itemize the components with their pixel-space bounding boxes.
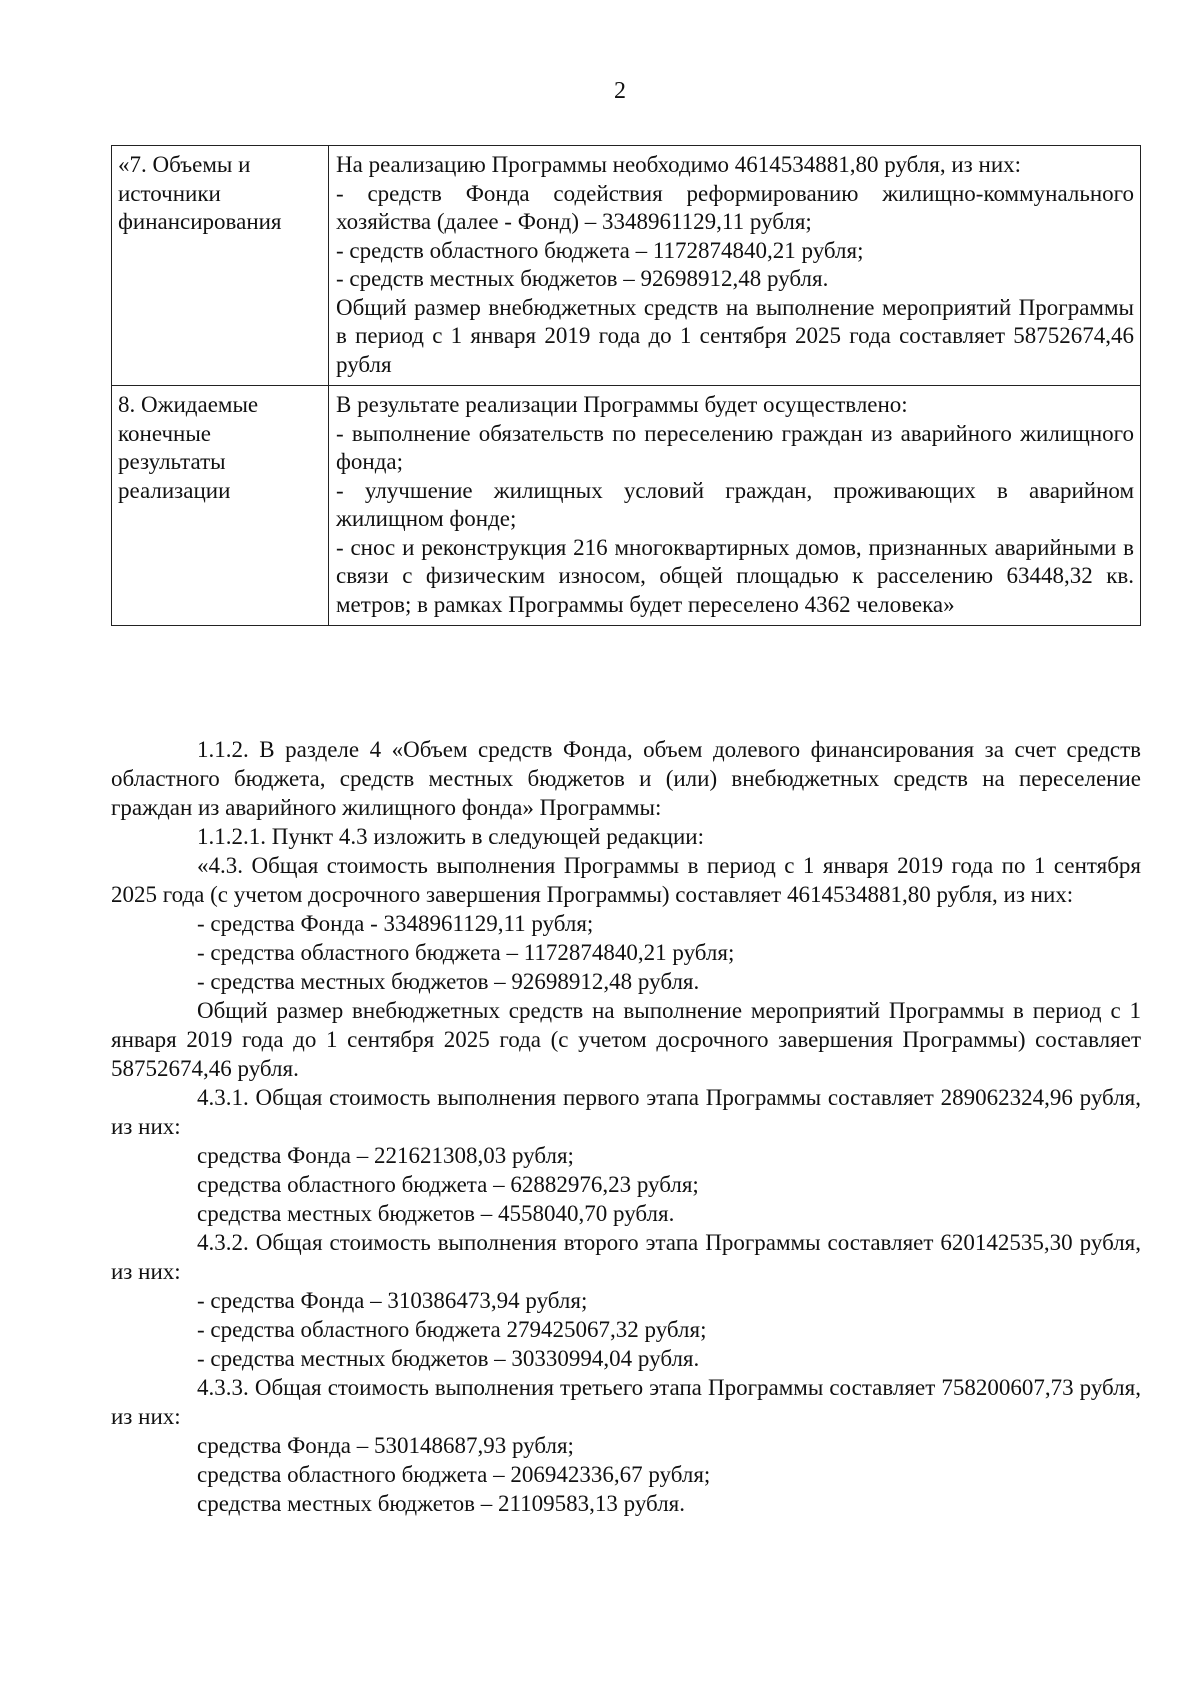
content-line: Общий размер внебюджетных средств на выполнение мероприятий Программы в период с 1 января 2019 года до 1 сентября 2025 года составляет 58752674,46 рубля: [336, 294, 1134, 377]
paragraph: 4.3.3. Общая стоимость выполнения третьего этапа Программы составляет 758200607,73 рубля, из них:: [111, 1375, 1141, 1429]
list-item: средства местных бюджетов – 4558040,70 рубля.: [197, 1201, 675, 1226]
content-line: - выполнение обязательств по переселению граждан из аварийного жилищного фонда;: [336, 420, 1134, 474]
list-item: - средства местных бюджетов – 92698912,48 рубля.: [197, 969, 700, 994]
paragraph: «4.3. Общая стоимость выполнения Программы в период с 1 января 2019 года по 1 сентября 2025 года (с учетом досрочного завершения Программы) составляет 4614534881,80 рубля, из них:: [111, 853, 1141, 907]
table-row: [112, 386, 1141, 626]
content-line: - снос и реконструкция 216 многоквартирных домов, признанных аварийными в связи с физическим износом, общей площадью к расселению 63448,32 кв. метров; в рамках Программы будет переселено 4362 человека»: [336, 534, 1134, 617]
row-label-line: финансирования: [118, 209, 282, 234]
list-item: - средства Фонда – 310386473,94 рубля;: [197, 1288, 588, 1313]
row-label-cell: [112, 386, 329, 626]
row-content-cell: [329, 146, 1141, 386]
page-number: 2: [614, 78, 626, 104]
list-item: средства областного бюджета – 206942336,67 рубля;: [197, 1462, 711, 1487]
table-row: [112, 146, 1141, 386]
content-line: На реализацию Программы необходимо 4614534881,80 рубля, из них:: [336, 152, 1022, 177]
row-label-cell: [112, 146, 329, 386]
list-item: средства местных бюджетов – 21109583,13 рубля.: [197, 1491, 685, 1516]
list-item: - средства местных бюджетов – 30330994,04 рубля.: [197, 1346, 700, 1371]
row-content-cell: [329, 386, 1141, 626]
paragraph: Общий размер внебюджетных средств на выполнение мероприятий Программы в период с 1 января 2019 года до 1 сентября 2025 года (с учетом досрочного завершения Программы) составляет 58752674,46 рубля.: [111, 998, 1141, 1081]
content-line: - улучшение жилищных условий граждан, проживающих в аварийном жилищном фонде;: [336, 477, 1134, 531]
list-item: средства областного бюджета – 62882976,23 рубля;: [197, 1172, 699, 1197]
row-label-line: «7. Объемы и: [118, 152, 251, 177]
paragraph: 4.3.2. Общая стоимость выполнения второго этапа Программы составляет 620142535,30 рубля, из них:: [111, 1230, 1141, 1284]
list-item: - средства Фонда - 3348961129,11 рубля;: [197, 911, 594, 936]
row-label-line: 8. Ожидаемые: [118, 392, 259, 417]
program-passport-table: [111, 145, 1141, 626]
row-label-line: реализации: [118, 477, 231, 503]
paragraph: 4.3.1. Общая стоимость выполнения первого этапа Программы составляет 289062324,96 рубля, из них:: [111, 1085, 1141, 1139]
row-label-line: источники: [118, 180, 221, 206]
content-line: В результате реализации Программы будет осуществлено:: [336, 392, 908, 417]
row-label-line: результаты: [118, 449, 226, 474]
list-item: средства Фонда – 221621308,03 рубля;: [197, 1143, 574, 1168]
list-item: - средства областного бюджета 279425067,32 рубля;: [197, 1317, 707, 1342]
list-item: - средства областного бюджета – 1172874840,21 рубля;: [197, 940, 735, 965]
list-item: средства Фонда – 530148687,93 рубля;: [197, 1433, 574, 1458]
row-label-line: конечные: [118, 420, 211, 446]
content-line: - средств Фонда содействия реформированию жилищно-коммунального хозяйства (далее - Фонд) – 3348961129,11 рубля;: [336, 180, 1134, 234]
document-body: [111, 735, 1141, 1518]
content-line: - средств областного бюджета – 1172874840,21 рубля;: [336, 237, 864, 263]
content-line: - средств местных бюджетов – 92698912,48 рубля.: [336, 266, 829, 291]
paragraph: 1.1.2. В разделе 4 «Объем средств Фонда, объем долевого финансирования за счет средств областного бюджета, средств местных бюджетов и (или) внебюджетных средств на переселение граждан из аварийного жилищного фонда» Программы:: [111, 737, 1141, 820]
paragraph: 1.1.2.1. Пункт 4.3 изложить в следующей редакции:: [197, 824, 704, 849]
